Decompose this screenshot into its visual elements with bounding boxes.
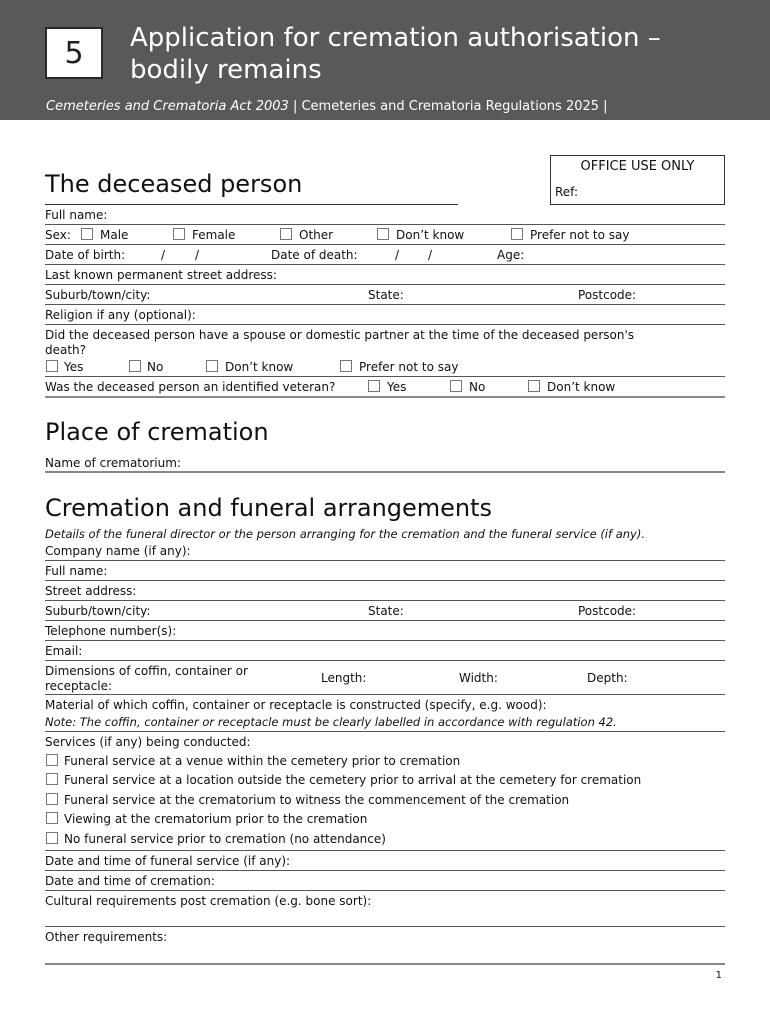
spouse-no-checkbox[interactable] xyxy=(129,360,141,372)
divider xyxy=(45,870,725,871)
divider xyxy=(45,324,725,325)
dimensions-label-cont: receptacle: xyxy=(45,679,113,693)
divider xyxy=(45,580,725,581)
company-label: Company name (if any): xyxy=(45,544,191,558)
header-band xyxy=(0,0,770,120)
age-label: Age: xyxy=(497,248,525,262)
service-option-label: Viewing at the crematorium prior to the cremation xyxy=(64,812,368,826)
sex-dont-know-checkbox[interactable] xyxy=(377,228,389,240)
divider xyxy=(45,890,725,891)
cultural-requirements-label: Cultural requirements post cremation (e.g. bone sort): xyxy=(45,894,372,908)
sex-option-label: Male xyxy=(100,228,129,242)
veteran-option-label: Yes xyxy=(387,380,407,394)
sex-label: Sex: xyxy=(45,228,71,242)
email-label: Email: xyxy=(45,644,83,658)
date-slash: / xyxy=(161,248,166,262)
divider xyxy=(45,850,725,851)
divider xyxy=(45,694,725,695)
spouse-prefer-not-checkbox[interactable] xyxy=(340,360,352,372)
veteran-dont-know-checkbox[interactable] xyxy=(528,380,540,392)
section-divider xyxy=(45,963,725,965)
suburb-label: Suburb/town/city: xyxy=(45,288,151,302)
veteran-question: Was the deceased person an identified veteran? xyxy=(45,380,336,394)
sex-option-label: Prefer not to say xyxy=(530,228,630,242)
spouse-option-label: Prefer not to say xyxy=(359,360,459,374)
veteran-no-checkbox[interactable] xyxy=(450,380,462,392)
spouse-question-cont: death? xyxy=(45,343,87,357)
date-slash: / xyxy=(428,248,433,262)
divider xyxy=(45,224,725,225)
section-number: 5 xyxy=(45,27,103,79)
street-label: Street address: xyxy=(45,584,137,598)
address-label: Last known permanent street address: xyxy=(45,268,277,282)
office-use-title: OFFICE USE ONLY xyxy=(580,159,695,174)
service-option-label: Funeral service at a location outside the cemetery prior to arrival at the cemetery for cremation xyxy=(64,773,642,787)
spouse-option-label: Don’t know xyxy=(225,360,294,374)
legislation-reference xyxy=(46,99,608,114)
section-heading-place: Place of cremation xyxy=(45,418,269,446)
cremation-datetime-label: Date and time of cremation: xyxy=(45,874,215,888)
service-venue-checkbox[interactable] xyxy=(46,754,58,766)
service-option-label: Funeral service at a venue within the cemetery prior to cremation xyxy=(64,754,461,768)
arr-postcode-label: Postcode: xyxy=(578,604,637,618)
divider xyxy=(45,376,725,377)
spouse-yes-checkbox[interactable] xyxy=(46,360,58,372)
funeral-datetime-label: Date and time of funeral service (if any): xyxy=(45,854,291,868)
service-crematorium-checkbox[interactable] xyxy=(46,793,58,805)
sex-female-checkbox[interactable] xyxy=(173,228,185,240)
divider xyxy=(45,304,725,305)
crematorium-label: Name of crematorium: xyxy=(45,456,181,470)
section-heading-arrangements: Cremation and funeral arrangements xyxy=(45,494,493,522)
divider xyxy=(45,640,725,641)
spouse-option-label: Yes xyxy=(64,360,84,374)
sex-option-label: Don’t know xyxy=(396,228,465,242)
depth-label: Depth: xyxy=(587,671,628,685)
veteran-yes-checkbox[interactable] xyxy=(368,380,380,392)
divider xyxy=(45,600,725,601)
sex-option-label: Female xyxy=(192,228,236,242)
divider xyxy=(45,264,725,265)
page-number: 1 xyxy=(715,970,722,981)
spouse-option-label: No xyxy=(147,360,164,374)
veteran-option-label: Don’t know xyxy=(547,380,616,394)
service-option-label: Funeral service at the crematorium to witness the commencement of the cremation xyxy=(64,793,570,807)
state-label: State: xyxy=(368,288,404,302)
section-divider xyxy=(45,471,725,473)
arrangements-intro: Details of the funeral director or the person arranging for the cremation and the funeral service (if any). xyxy=(45,527,645,541)
dod-label: Date of death: xyxy=(271,248,358,262)
divider xyxy=(45,731,725,732)
service-outside-checkbox[interactable] xyxy=(46,773,58,785)
other-requirements-label: Other requirements: xyxy=(45,930,168,944)
spouse-dont-know-checkbox[interactable] xyxy=(206,360,218,372)
divider xyxy=(45,560,725,561)
material-label: Material of which coffin, container or receptacle is constructed (specify, e.g. wood): xyxy=(45,698,547,712)
date-slash: / xyxy=(195,248,200,262)
length-label: Length: xyxy=(321,671,367,685)
separator: | xyxy=(292,99,298,114)
heading-underline xyxy=(45,204,458,205)
veteran-option-label: No xyxy=(469,380,486,394)
page-title: Application for cremation authorisation – bodily remains xyxy=(130,23,661,85)
spouse-question: Did the deceased person have a spouse or domestic partner at the time of the deceased person's xyxy=(45,328,635,342)
divider xyxy=(45,660,725,661)
section-heading-deceased: The deceased person xyxy=(45,170,303,198)
divider xyxy=(45,244,725,245)
service-option-label: No funeral service prior to cremation (no attendance) xyxy=(64,832,386,846)
divider xyxy=(45,926,725,927)
religion-label: Religion if any (optional): xyxy=(45,308,196,322)
phone-label: Telephone number(s): xyxy=(45,624,177,638)
full-name-label: Full name: xyxy=(45,208,108,222)
service-none-checkbox[interactable] xyxy=(46,832,58,844)
dimensions-label: Dimensions of coffin, container or xyxy=(45,664,248,678)
service-viewing-checkbox[interactable] xyxy=(46,812,58,824)
office-use-box xyxy=(550,155,725,205)
arr-suburb-label: Suburb/town/city: xyxy=(45,604,151,618)
arr-state-label: State: xyxy=(368,604,404,618)
sex-option-label: Other xyxy=(299,228,334,242)
divider xyxy=(45,284,725,285)
dob-label: Date of birth: xyxy=(45,248,126,262)
services-label: Services (if any) being conducted: xyxy=(45,735,251,749)
divider xyxy=(45,620,725,621)
labelling-note: Note: The coffin, container or receptacle must be clearly labelled in accordance with regulation 42. xyxy=(45,715,617,729)
arr-full-name-label: Full name: xyxy=(45,564,108,578)
sex-prefer-not-checkbox[interactable] xyxy=(511,228,523,240)
regulations-name: Cemeteries and Crematoria Regulations 2025 xyxy=(301,99,600,114)
postcode-label: Postcode: xyxy=(578,288,637,302)
act-name: Cemeteries and Crematoria Act 2003 xyxy=(46,99,289,114)
date-slash: / xyxy=(395,248,400,262)
sex-other-checkbox[interactable] xyxy=(280,228,292,240)
separator: | xyxy=(603,99,608,114)
sex-male-checkbox[interactable] xyxy=(81,228,93,240)
width-label: Width: xyxy=(459,671,498,685)
section-divider xyxy=(45,396,725,398)
office-ref-label: Ref: xyxy=(555,185,579,199)
